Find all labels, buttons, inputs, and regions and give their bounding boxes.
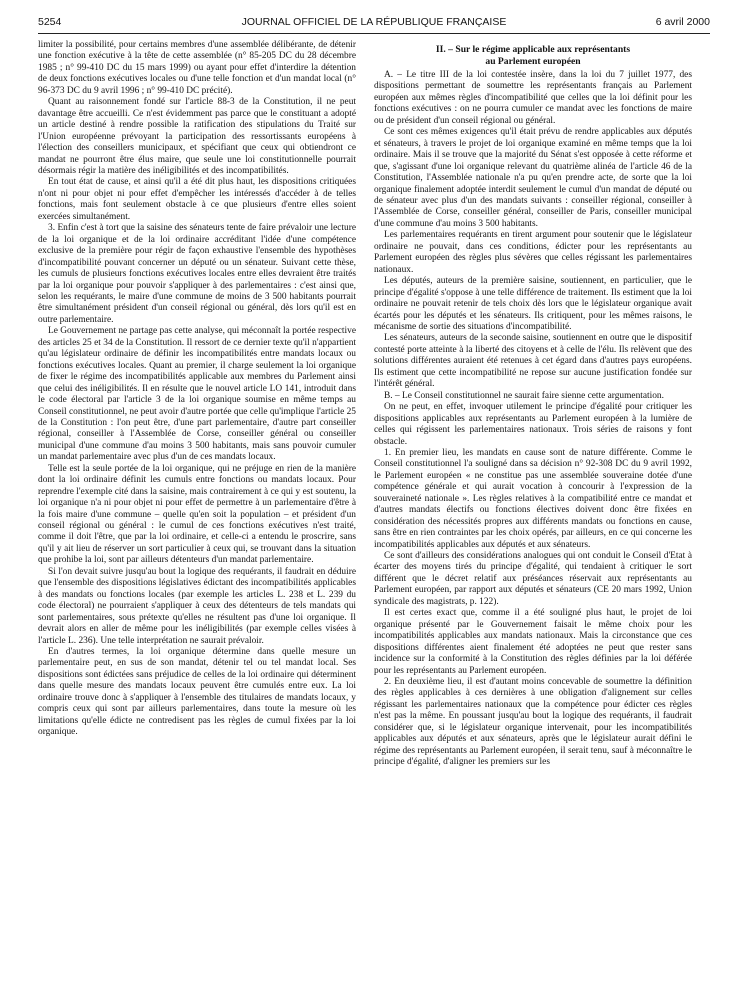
paragraph: Les sénateurs, auteurs de la seconde saisine, soutiennent en outre que le dispositif contesté porte atteinte à la liberté des citoyens et à celle de l'élu. Ils relèvent que des solutions différentes auraient été retenues à cet égard dans d'autres pays européens. Ils estiment que cette incompatibilité ne repose sur aucune justification fondée sur l'intérêt général. [374, 333, 692, 390]
paragraph: Les parlementaires requérants en tirent argument pour soutenir que le législateur ordinaire ne pouvait, dans ces conditions, édicter pour les représentants au Parlement européen des règles plus sévères que celles régissant les parlementaires nationaux. [374, 230, 692, 275]
paragraph: Il est certes exact que, comme il a été souligné plus haut, le projet de loi organique présenté par le Gouvernement faisait le même choix pour les incompatibilités applicables aux mandats nationaux. Mais la circonstance que ces dispositions différentes aient finalement été adoptées ne peut que rester sans incidence sur la conformité à la Constitution des règles définies par la loi déférée pour les représentants au Parlement européen. [374, 608, 692, 676]
journal-title: JOURNAL OFFICIEL DE LA RÉPUBLIQUE FRANÇAISE [241, 16, 507, 28]
right-column [374, 40, 692, 769]
paragraph: Les députés, auteurs de la première saisine, soutiennent, en particulier, que le principe d'égalité s'oppose à une telle différence de traitement. Ils estiment que la loi ordinaire ne pouvait retenir de tels choix dès lors que le législateur organique avait écartés pour les députés et les sénateurs. Ils critiquent, pour les mêmes raisons, le mécanisme de sortie des situations d'incompatibilité. [374, 276, 692, 332]
paragraph: 1. En premier lieu, les mandats en cause sont de nature différente. Comme le Conseil constitutionnel l'a souligné dans sa décision n° 92-308 DC du 9 avril 1992, le Parlement européen « ne constitue pas une assemblée souveraine dotée d'une compétence générale et qui aurait vocation à concourir à l'expression de la souveraineté nationale ». Les règles relatives à la compatibilité entre ce mandat et d'autres mandats électifs ou fonctions électives doivent donc être fixées en considération des nécessités propres aux différents mandats ou fonctions en cause, sans être en rien contraintes par les choix opérés, par ailleurs, en ce qui concerne les incompatibilités applicables aux députés et aux sénateurs. [374, 447, 692, 550]
paragraph: Quant au raisonnement fondé sur l'article 88-3 de la Constitution, il ne peut davantage être accueilli. Ce n'est évidemment pas parce que le constituant a adopté un article destiné à rendre possible la ratification des stipulations du Traité sur l'Union européenne prévoyant la participation des ressortissants européens à l'élection des conseillers municipaux, et spécifiant que ceux qui obtiendront ce mandat ne pourront être élus maire, que seule une loi constitutionnelle pourrait désormais régir la matière des inéligibilités et des incompatibilités. [38, 97, 356, 176]
paragraph: En d'autres termes, la loi organique détermine dans quelle mesure un parlementaire peut, en sus de son mandat, détenir tel ou tel mandat local. Ses dispositions sont édictées sans préjudice de celles de la loi ordinaire qui déterminent dans quelle mesure des mandats locaux peuvent être cumulés entre eux. La loi ordinaire trouve donc à s'appliquer à l'ensemble des titulaires de mandats locaux, y compris ceux qui sont par ailleurs parlementaires, dans toute la mesure où les limitations qu'elle édicte ne contredisent pas les règles de cumul fixées par la loi organique. [38, 647, 356, 738]
section-heading-line: II. – Sur le régime applicable aux représentants [435, 44, 631, 55]
paragraph: limiter la possibilité, pour certains membres d'une assemblée délibérante, de détenir une fonction exécutive à la tête de cette assemblée (n° 85-205 DC du 28 décembre 1985 ; n° 99-410 DC du 15 mars 1999) ou ayant pour effet d'interdire la détention de deux fonctions exécutives locales ou d'une telle fonction et d'un mandat local (n° 96-373 DC du 9 avril 1996 ; n° 99-410 DC précité). [38, 40, 356, 96]
header-rule [38, 33, 710, 34]
section-heading-line: au Parlement européen [485, 55, 581, 67]
paragraph: Ce sont d'ailleurs des considérations analogues qui ont conduit le Conseil d'Etat à écarter des moyens tirés du principe d'égalité, qui tendaient à critiquer le sort différent que le décret relatif aux préséances réservait aux représentants au Parlement européen, par rapport aux députés et sénateurs (CE 20 mars 1992, Union syndicale des magistrats, p. 122). [374, 551, 692, 607]
page-header [38, 16, 710, 32]
paragraph: 2. En deuxième lieu, il est d'autant moins concevable de soumettre la définition des règles applicables à ces dernières à une obligation d'alignement sur celles régissant les parlementaires nationaux que la compétence pour édicter ces règles n'est pas la même. En poussant jusqu'au bout la logique des requérants, il faudrait considérer que, si le législateur organique intervenait, pour les incompatibilités applicables aux députés et aux sénateurs, après que le législateur aurait défini le régime des représentants au Parlement européen, il serait tenu, sauf à méconnaître le principe d'égalité, d'aligner les premiers sur les [374, 677, 692, 768]
paragraph: Ce sont ces mêmes exigences qu'il était prévu de rendre applicables aux députés et sénateurs, à travers le projet de loi organique examiné en même temps que la loi ordinaire. Mais il se trouve que la majorité du Sénat s'est opposée à cette réforme et que, s'agissant d'une loi organique relevant du quatrième alinéa de l'article 46 de la Constitution, l'Assemblée nationale n'a pu qu'en prendre acte, de sorte que la loi organique finalement adoptée interdit seulement le cumul d'un mandat de député ou de sénateur avec plus d'un des mandats suivants : conseiller régional, conseiller à l'Assemblée de Corse, conseiller général, conseiller de Paris, conseiller municipal d'une commune d'au moins 3 500 habitants. [374, 127, 692, 229]
paragraph: On ne peut, en effet, invoquer utilement le principe d'égalité pour critiquer les dispositions applicables aux représentants au Parlement européen à la lumière de celles qui régissent les parlementaires nationaux. Trois séries de raisons y font obstacle. [374, 402, 692, 447]
page-number: 5254 [38, 16, 62, 28]
paragraph: En tout état de cause, et ainsi qu'il a été dit plus haut, les dispositions critiquées n'ont ni pour objet ni pour effet d'empêcher les intéressés d'accéder à de telles fonctions, mais font seulement obstacle à ce que plusieurs d'entre elles soient exercées simultanément. [38, 177, 356, 222]
paragraph: A. – Le titre III de la loi contestée insère, dans la loi du 7 juillet 1977, des dispositions permettant de soumettre les représentants français au Parlement européen aux mêmes règles d'incompatibilité que celles que la loi définit pour les fonctions exécutives : on ne pourra cumuler ce mandat avec les fonctions de maire ou de président d'un conseil régional ou général. [374, 70, 692, 126]
paragraph: Telle est la seule portée de la loi organique, qui ne préjuge en rien de la manière dont la loi ordinaire définit les cumuls entre fonctions ou mandats locaux. Pour reprendre l'exemple cité dans la saisine, mais contrairement à ce qui y est soutenu, la loi organique n'a ni pour objet ni pour effet de permettre à un parlementaire d'être à la fois maire d'une commune – quelle qu'en soit la population – et président d'un conseil régional ou général : le cumul de ces fonctions exécutives n'est traité, comme il doit l'être, que par la loi ordinaire, et celle-ci a entendu le proscrire, sans qu'il y ait lieu de réserver un sort particulier à ceux qui, se trouvant dans la situation que prohibe la loi, sont par ailleurs détenteurs d'un mandat parlementaire. [38, 463, 356, 566]
issue-date: 6 avril 2000 [655, 16, 710, 28]
section-heading [374, 44, 692, 67]
paragraph: Si l'on devait suivre jusqu'au bout la logique des requérants, il faudrait en déduire que l'ensemble des dispositions législatives édictant des incompatibilités applicables à des mandats ou fonctions locales (par exemple les articles L. 238 et L. 239 du code électoral) ne pourraient s'appliquer à ceux des détenteurs de tels mandats qui sont parlementaires, sous prétexte qu'elles ne résultent pas d'une loi organique. Il devrait alors en aller de même pour les inéligibilités (par exemple celles visées à l'article L. 236). Une telle interprétation ne saurait prévaloir. [38, 566, 356, 646]
paragraph: B. – Le Conseil constitutionnel ne saurait faire sienne cette argumentation. [384, 390, 664, 401]
left-column [38, 40, 356, 739]
paragraph: 3. Enfin c'est à tort que la saisine des sénateurs tente de faire prévaloir une lecture de la loi organique et de la loi ordinaire accréditant l'idée d'une compétence exclusive de la première pour régir de façon exhaustive l'ensemble des hypothèses d'incompatibilité pouvant concerner un député ou un sénateur. Suivant cette thèse, les cumuls de plusieurs fonctions exécutives locales entre elles devraient être traités par la loi organique pour pouvoir s'appliquer à des parlementaires : c'est ainsi que, selon les requérants, le maire d'une commune de moins de 3 500 habitants pourrait être simultanément président d'un conseil régional ou général, dès lors qu'il est en outre parlementaire. [38, 223, 356, 325]
paragraph: Le Gouvernement ne partage pas cette analyse, qui méconnaît la portée respective des articles 25 et 34 de la Constitution. Il ressort de ce dernier texte qu'il n'appartient qu'au législateur ordinaire de définir les incompatibilités entre mandats locaux ou fonctions exécutives locales. Quant au premier, il charge seulement la loi organique de fixer le régime des incompatibilités applicable aux membres du Parlement ainsi que celui des inéligibilités. Il en résulte que le nouvel article LO 141, introduit dans le code électoral par l'article 3 de la loi organique soumise en même temps au Conseil constitutionnel, ne peut avoir d'autre portée que celle qu'implique l'article 25 de la Constitution : l'on peut être, d'une part parlementaire, d'autre part conseiller régional, conseiller à l'Assemblée de Corse, conseiller général ou conseiller municipal d'une commune d'au moins 3 500 habitants, mais sans pouvoir cumuler un mandat parlementaire avec plus d'un de ces mandats locaux. [38, 326, 356, 463]
